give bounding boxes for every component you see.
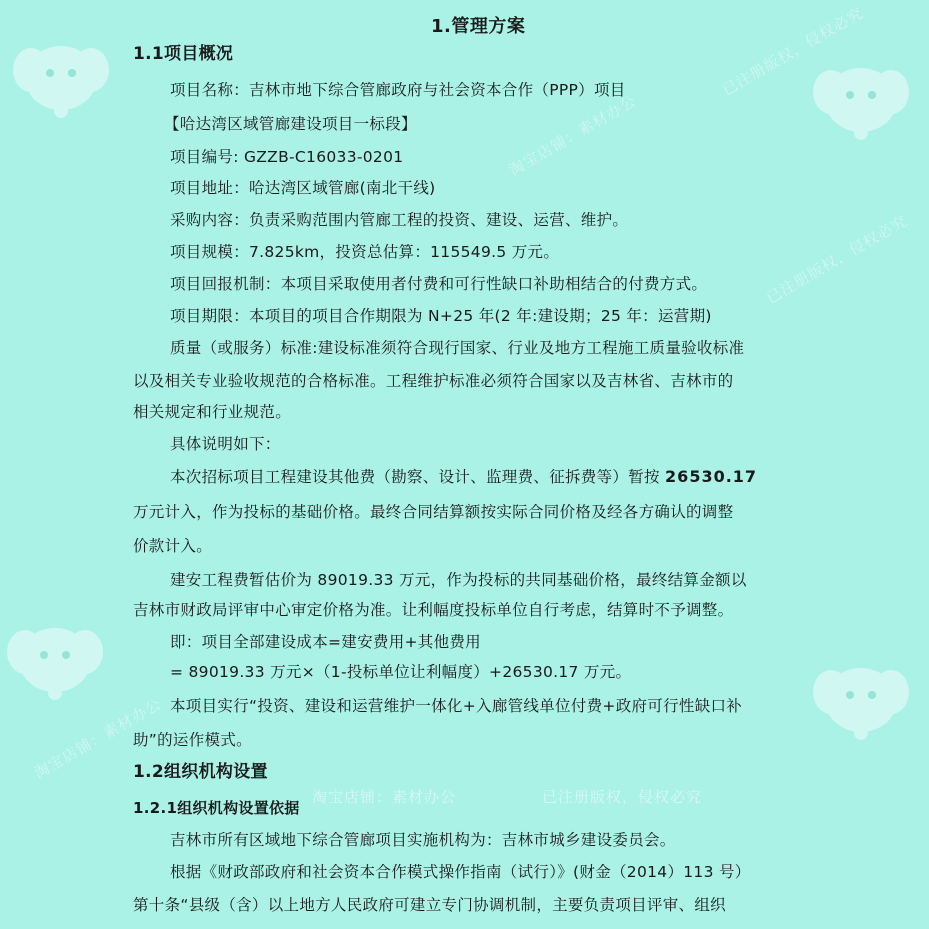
formula-line-2: = 89019.33 万元×（1-投标单位让利幅度）+26530.17 万元。 <box>170 663 632 681</box>
watermark-copyright-rotated: 已注册版权，侵权必究 <box>763 211 911 308</box>
project-name-line: 项目名称：吉林市地下综合管廊政府与社会资本合作（PPP）项目 <box>170 81 626 99</box>
other-fee-amount: 26530.17 <box>665 467 758 486</box>
scale-line: 项目规模：7.825km，投资总估算：115549.5 万元。 <box>170 243 560 261</box>
construction-line-1: 建安工程费暂估价为 89019.33 万元，作为投标的共同基础价格，最终结算金额以 <box>170 571 747 589</box>
elephant-watermark-icon <box>0 600 110 710</box>
period-line: 项目期限：本项目的项目合作期限为 N+25 年(2 年:建设期；25 年：运营期) <box>170 307 712 325</box>
project-code-line: 项目编号: GZZB-C16033-0201 <box>170 148 404 166</box>
mode-line-1: 本项目实行“投资、建设和运营维护一体化+入廊管线单位付费+政府可行性缺口补 <box>170 697 743 715</box>
quality-line-3: 相关规定和行业规范。 <box>133 403 292 421</box>
project-lot-line: 【哈达湾区域管廊建设项目一标段】 <box>164 115 417 133</box>
other-fee-line-3: 价款计入。 <box>133 537 213 555</box>
watermark-shop-rotated: 淘宝店铺：素材办公 <box>31 694 165 783</box>
mode-line-2: 助”的运作模式。 <box>133 731 252 749</box>
construction-line-2: 吉林市财政局评审中心审定价格为准。让利幅度投标单位自行考虑，结算时不予调整。 <box>133 601 734 619</box>
watermark-copyright-rotated: 已注册版权，侵权必究 <box>719 3 867 100</box>
page-title: 1.管理方案 <box>431 16 526 37</box>
quality-line-1: 质量（或服务）标准:建设标准须符合现行国家、行业及地方工程施工质量验收标准 <box>170 339 745 357</box>
elephant-watermark-icon <box>806 640 916 750</box>
watermark-copyright: 已注册版权，侵权必究 <box>542 788 703 806</box>
project-address-line: 项目地址：哈达湾区域管廊(南北干线) <box>170 179 436 197</box>
org-line-1: 吉林市所有区域地下综合管廊项目实施机构为：吉林市城乡建设委员会。 <box>170 831 676 849</box>
elephant-watermark-icon <box>6 18 116 128</box>
watermark-shop-rotated: 淘宝店铺：素材办公 <box>506 91 640 180</box>
section-heading-1-2-1: 1.2.1组织机构设置依据 <box>133 799 300 817</box>
section-heading-1-1: 1.1项目概况 <box>133 44 234 64</box>
other-fee-line-1 <box>170 467 757 487</box>
return-mechanism-line: 项目回报机制：本项目采取使用者付费和可行性缺口补助相结合的付费方式。 <box>170 275 708 293</box>
details-intro-line: 具体说明如下： <box>170 435 281 453</box>
procurement-line: 采购内容：负责采购范围内管廊工程的投资、建设、运营、维护。 <box>170 211 629 229</box>
watermark-shop: 淘宝店铺：素材办公 <box>312 788 457 806</box>
formula-line-1: 即：项目全部建设成本=建安费用+其他费用 <box>170 633 481 651</box>
basis-line-2: 第十条“县级（含）以上地方人民政府可建立专门协调机制，主要负责项目评审、组织 <box>133 896 726 914</box>
basis-line-1: 根据《财政部政府和社会资本合作模式操作指南（试行）》(财金（2014）113 号） <box>170 863 751 881</box>
other-fee-line-2: 万元计入，作为投标的基础价格。最终合同结算额按实际合同价格及经各方确认的调整 <box>133 503 734 521</box>
other-fee-text: 本次招标项目工程建设其他费（勘察、设计、监理费、征拆费等）暂按 <box>170 468 660 486</box>
section-heading-1-2: 1.2组织机构设置 <box>133 762 268 782</box>
quality-line-2: 以及相关专业验收规范的合格标准。工程维护标准必须符合国家以及吉林省、吉林市的 <box>133 372 734 390</box>
elephant-watermark-icon <box>806 40 916 150</box>
